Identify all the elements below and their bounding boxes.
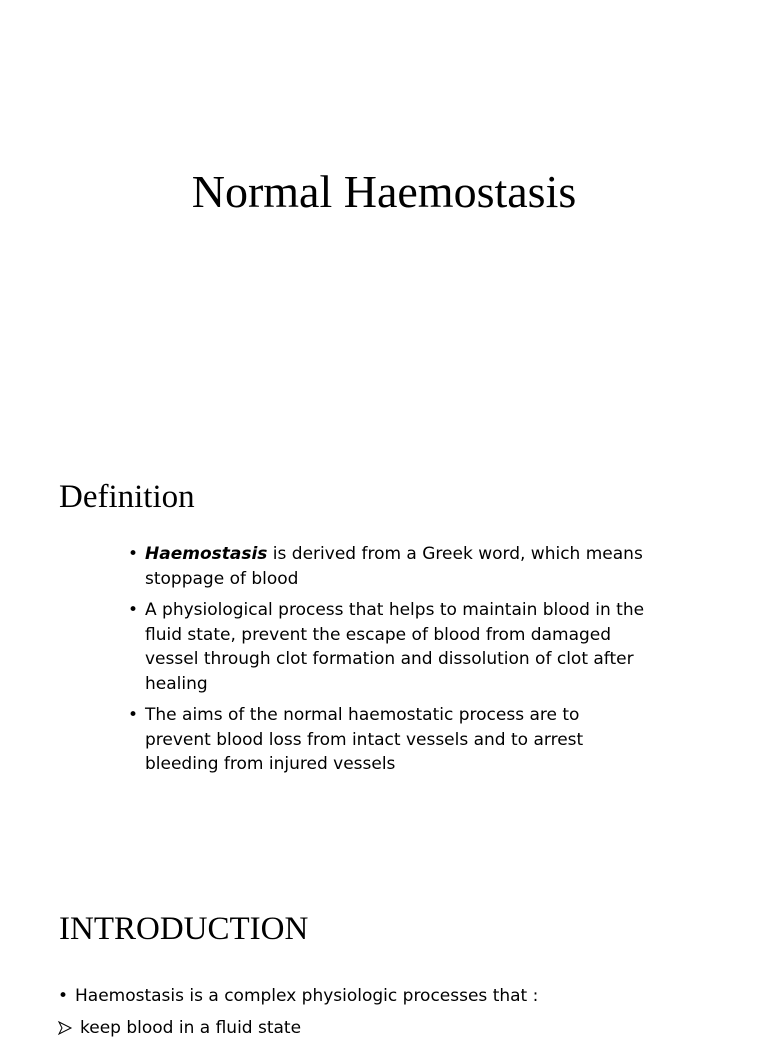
bullet-text: is derived from a Greek word, which means stoppage of blood [145, 544, 643, 589]
introduction-sub-bullet [58, 1016, 738, 1040]
introduction-bullet-list [58, 984, 738, 1040]
arrow-bullet-icon [58, 1021, 72, 1035]
bullet-text: A physiological process that helps to maintain blood in the fluid state, prevent the escape of blood from damaged vessel through clot formation and dissolution of clot after healing [145, 600, 644, 694]
definition-bullet [128, 703, 648, 777]
bullet-marker: • [128, 703, 138, 728]
sub-bullet-text: keep blood in a fluid state [80, 1018, 301, 1038]
definition-bullet [128, 542, 648, 591]
bullet-marker: • [128, 542, 138, 567]
slide-definition [0, 432, 768, 864]
bullet-text: Haemostasis is a complex physiologic processes that : [75, 986, 538, 1006]
introduction-bullet [58, 984, 738, 1009]
slide-title [0, 0, 768, 432]
slide-introduction [0, 864, 768, 1024]
bullet-marker: • [128, 598, 138, 623]
definition-bullet-list [128, 542, 648, 784]
definition-bullet [128, 598, 648, 696]
bullet-text: The aims of the normal haemostatic process are to prevent blood loss from intact vessels and to arrest bleeding from injured vessels [145, 705, 583, 774]
bullet-emphasis: Haemostasis [145, 544, 267, 564]
presentation-title: Normal Haemostasis [0, 166, 768, 218]
bullet-marker: • [58, 984, 68, 1009]
introduction-heading: INTRODUCTION [59, 909, 308, 949]
definition-heading: Definition [59, 477, 195, 517]
